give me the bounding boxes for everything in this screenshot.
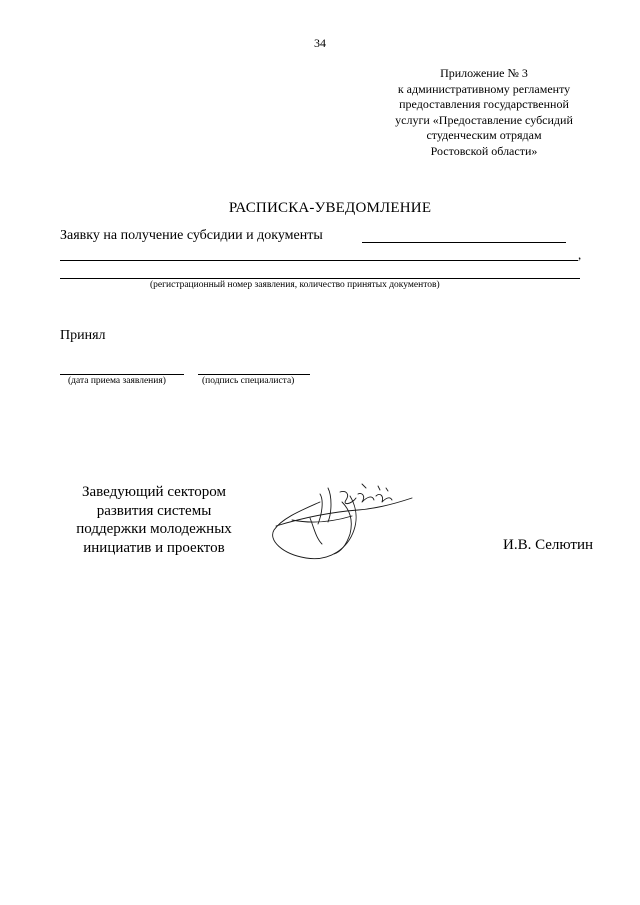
position-line: Заведующий сектором [82,484,226,500]
signature-caption: (подпись специалиста) [202,376,295,386]
registration-caption: (регистрационный номер заявления, количество принятых документов) [150,280,440,290]
appendix-line: к административному регламенту [397,81,571,96]
application-blank-line-2 [60,260,578,261]
appendix-line: Приложение № 3 [440,66,528,80]
position-line: инициатив и проектов [83,539,225,556]
appendix-line: услуги «Предоставление субсидий [395,112,573,127]
page-number: 34 [314,36,326,50]
appendix-line: предоставления государственной [399,97,569,111]
position-line: развития системы [96,502,212,519]
application-blank-line-3 [60,278,580,279]
application-blank-line [362,242,566,243]
appendix-line: Ростовской области» [430,143,538,158]
application-label: Заявку на получение субсидии и документы [60,228,323,243]
position-line: поддержки молодежных [76,521,232,537]
accepted-label: Принял [60,328,106,343]
application-comma: , [578,247,582,262]
appendix-note [372,66,596,159]
signature-blank-line [198,374,310,375]
document-title: РАСПИСКА-УВЕДОМЛЕНИЕ [228,200,432,216]
signatory-position [60,483,248,557]
handwritten-signature [262,478,422,568]
date-caption: (дата приема заявления) [68,376,166,386]
date-blank-line [60,374,184,375]
appendix-line: студенческим отрядам [426,128,542,142]
signatory-name: И.В. Селютин [503,537,594,553]
